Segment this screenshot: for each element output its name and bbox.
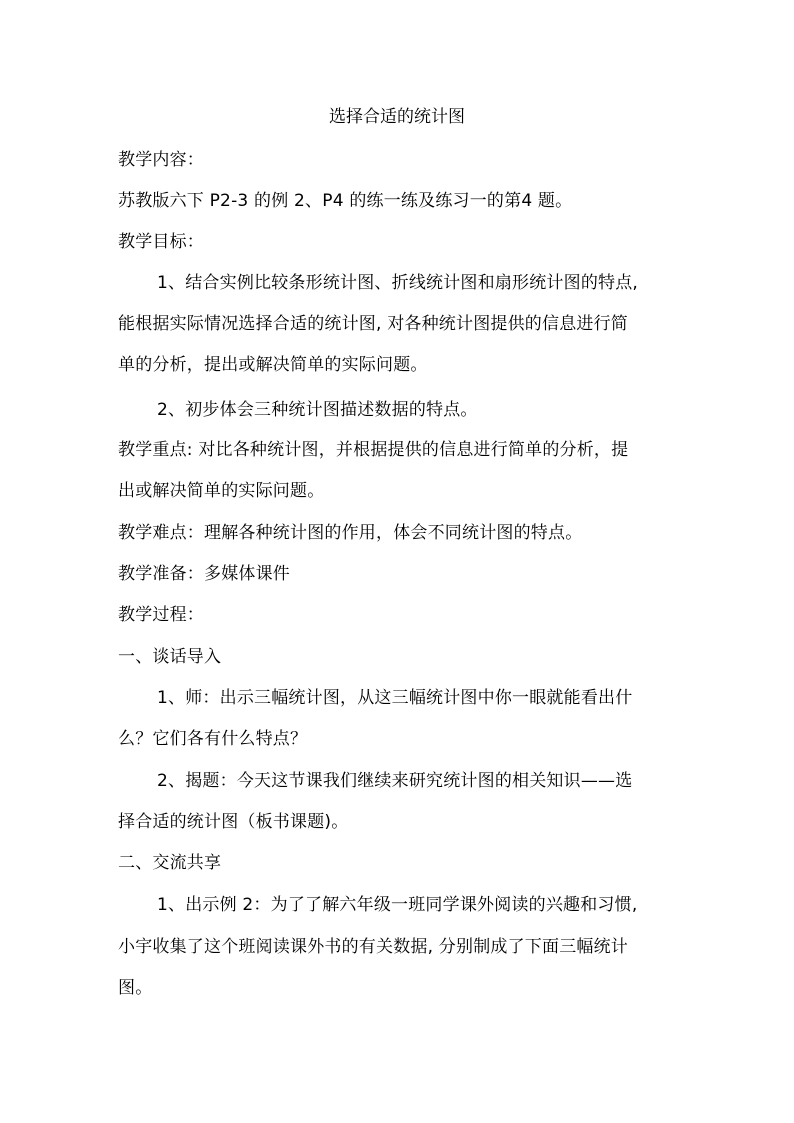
paragraph-share-1-cont: 小宇收集了这个班阅读课外书的有关数据, 分别制成了下面三幅统计 [118, 937, 629, 957]
section-heading-goals: 教学目标： [118, 232, 204, 252]
paragraph-key-point-cont: 出或解决简单的实际问题。 [118, 481, 325, 501]
section-heading-share: 二、交流共享 [118, 853, 222, 873]
section-heading-content: 教学内容： [118, 150, 204, 170]
paragraph-intro-2-cont: 择合适的统计图（板书课题)。 [118, 812, 349, 832]
paragraph-goal-1-cont2: 单的分析，提出或解决简单的实际问题。 [118, 355, 428, 375]
paragraph-intro-2: 2、揭题：今天这节课我们继续来研究统计图的相关知识——选 [157, 771, 633, 791]
paragraph-goal-1: 1、结合实例比较条形统计图、折线统计图和扇形统计图的特点, [157, 273, 639, 293]
paragraph-intro-1-cont: 么？它们各有什么特点？ [118, 729, 308, 749]
paragraph-share-1: 1、出示例 2：为了了解六年级一班同学课外阅读的兴趣和习惯, [157, 895, 638, 915]
paragraph-share-1-cont2: 图。 [118, 978, 153, 998]
document-title: 选择合适的统计图 [329, 107, 465, 127]
paragraph-key-point: 教学重点: 对比各种统计图，并根据提供的信息进行简单的分析，提 [118, 440, 629, 460]
paragraph-goal-2: 2、初步体会三种统计图描述数据的特点。 [157, 400, 478, 420]
paragraph-intro-1: 1、师：出示三幅统计图，从这三幅统计图中你一眼就能看出什 [157, 688, 633, 708]
paragraph-content: 苏教版六下 P2-3 的例 2、P4 的练一练及练习一的第4 题。 [118, 191, 573, 211]
paragraph-difficulty: 教学难点：理解各种统计图的作用，体会不同统计图的特点。 [118, 523, 583, 543]
paragraph-preparation: 教学准备：多媒体课件 [118, 564, 290, 584]
section-heading-process: 教学过程： [118, 605, 204, 625]
paragraph-goal-1-cont: 能根据实际情况选择合适的统计图, 对各种统计图提供的信息进行简 [118, 314, 629, 334]
section-heading-intro: 一、谈话导入 [118, 647, 222, 667]
